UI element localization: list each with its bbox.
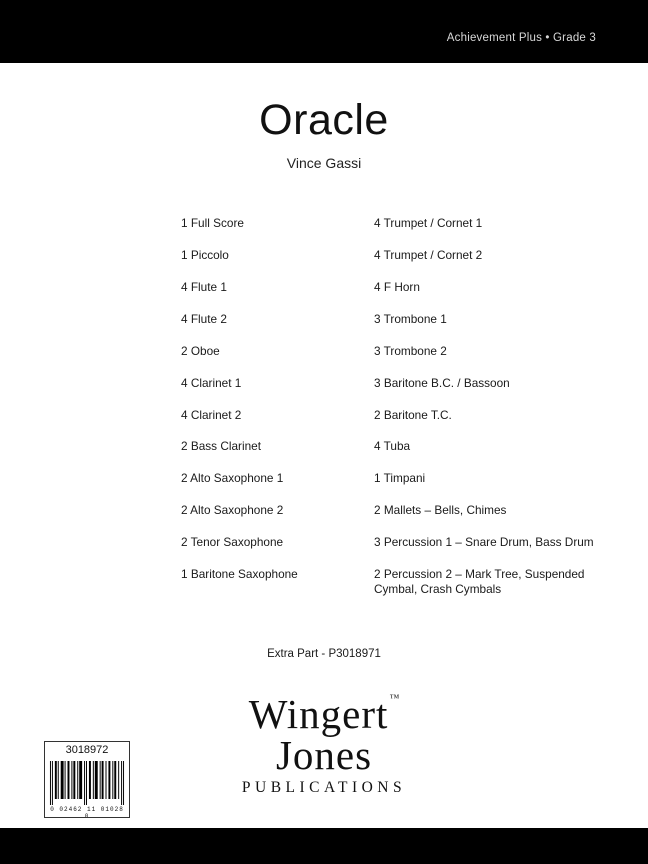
publisher-logo-jones: Jones bbox=[275, 731, 373, 778]
page-title: Oracle bbox=[259, 96, 389, 144]
publisher-logo-line1 bbox=[248, 691, 401, 737]
list-item: 4 Clarinet 2 bbox=[181, 407, 242, 422]
series-grade-label: Achievement Plus • Grade 3 bbox=[446, 32, 596, 44]
list-item: 4 F Horn bbox=[374, 279, 420, 294]
list-item: 4 Trumpet / Cornet 2 bbox=[374, 247, 483, 262]
list-item: 4 Flute 2 bbox=[181, 311, 227, 326]
list-item: 3 Percussion 1 – Snare Drum, Bass Drum bbox=[374, 535, 594, 550]
list-item: 2 Alto Saxophone 2 bbox=[181, 503, 284, 518]
list-item: 1 Full Score bbox=[181, 216, 244, 230]
list-item: 2 Alto Saxophone 1 bbox=[181, 471, 284, 486]
list-item: 3 Trombone 2 bbox=[374, 343, 447, 358]
publisher-logo-wingert: Wingert bbox=[248, 691, 389, 737]
list-item: 2 Baritone T.C. bbox=[374, 407, 452, 422]
composer-name: Vince Gassi bbox=[286, 155, 362, 171]
list-item: 3 Trombone 1 bbox=[374, 311, 447, 326]
list-item: 1 Piccolo bbox=[181, 247, 229, 262]
barcode-graphic bbox=[44, 758, 130, 818]
trademark-icon: ™ bbox=[389, 693, 401, 705]
publisher-logo-publications: PUBLICATIONS bbox=[241, 778, 407, 796]
bottom-black-band bbox=[0, 828, 648, 864]
instrumentation-column-left bbox=[181, 216, 371, 599]
barcode-block bbox=[44, 741, 130, 818]
barcode-number: 3018972 bbox=[44, 741, 130, 758]
instrumentation-column-right bbox=[374, 216, 624, 614]
list-item: 4 Trumpet / Cornet 1 bbox=[374, 216, 483, 230]
list-item: 2 Bass Clarinet bbox=[181, 439, 261, 454]
list-item: 1 Timpani bbox=[374, 471, 426, 486]
list-item: 2 Percussion 2 – Mark Tree, Suspended Cymbal, Crash Cymbals bbox=[374, 567, 588, 596]
list-item: 2 Tenor Saxophone bbox=[181, 535, 284, 550]
list-item: 2 Mallets – Bells, Chimes bbox=[374, 503, 507, 518]
extra-part-label: Extra Part - P3018971 bbox=[267, 648, 381, 660]
top-black-band bbox=[0, 0, 648, 63]
list-item: 3 Baritone B.C. / Bassoon bbox=[374, 375, 510, 390]
list-item: 2 Oboe bbox=[181, 343, 220, 358]
barcode-digits: 0 02462 11 01028 0 bbox=[50, 806, 124, 818]
list-item: 4 Clarinet 1 bbox=[181, 375, 242, 390]
list-item: 4 Flute 1 bbox=[181, 279, 227, 294]
list-item: 1 Baritone Saxophone bbox=[181, 567, 298, 582]
barcode-bars-icon bbox=[49, 761, 125, 805]
list-item: 4 Tuba bbox=[374, 439, 411, 454]
